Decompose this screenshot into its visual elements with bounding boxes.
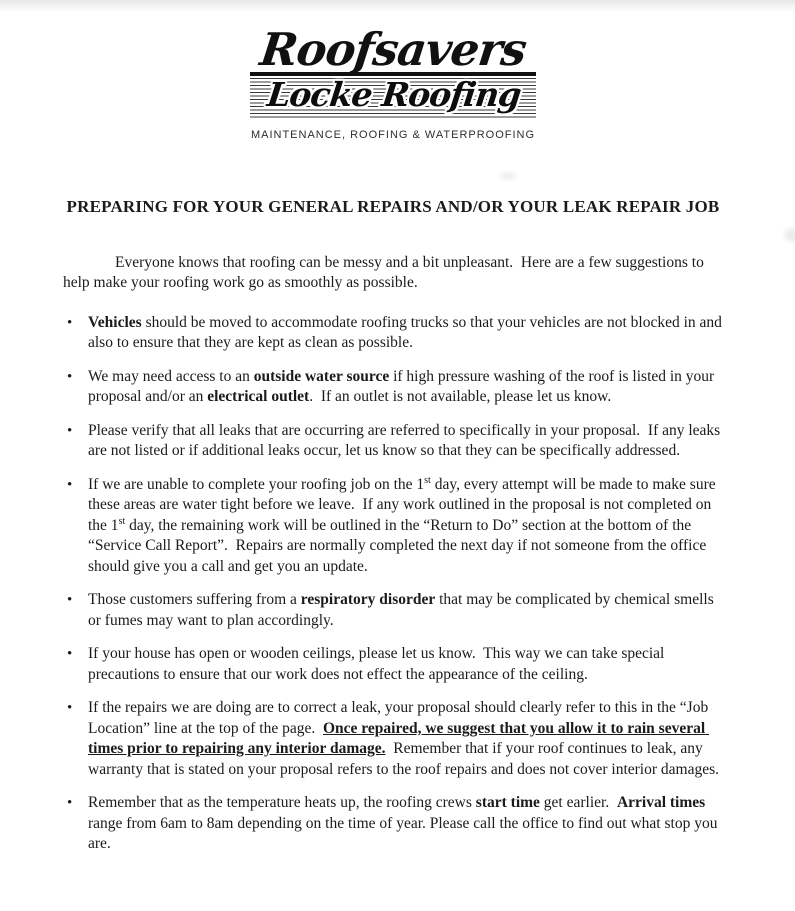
text-segment: If your house has open or wooden ceilings, please let us know. This way we can take special precautions to ensure that our work does not effect the appearance of the ceiling. <box>88 645 669 683</box>
text-segment: We may need access to an <box>88 367 254 385</box>
text-segment: outside water source <box>253 367 390 385</box>
intro-paragraph: Everyone knows that roofing can be messy and a bit unpleasant. Here are a few suggestions to help make your roofing work go as smoothly as possible. <box>63 253 708 292</box>
list-item <box>63 313 726 354</box>
text-segment: . If an outlet is not available, please let us know. <box>309 388 612 406</box>
text-segment: Please verify that all leaks that are occurring are referred to specifically in your proposal. If any leaks are not listed or if additional leaks occur, let us know so that they can be specifically addressed. <box>88 421 725 460</box>
text-segment: that may be complicated by chemical smells or fumes may want to plan accordingly. <box>88 591 718 629</box>
company-logo <box>250 23 536 141</box>
list-item <box>63 644 723 685</box>
text-segment: If we are unable to complete your roofing job on the 1 <box>88 475 425 493</box>
logo-script-name: Roofsavers <box>257 23 529 76</box>
text-segment: Vehicles <box>88 313 142 331</box>
text-segment: Remember that as the temperature heats up, the roofing crews <box>88 794 476 812</box>
text-segment: respiratory disorder <box>300 591 436 609</box>
logo-pinstripes <box>250 75 536 120</box>
text-segment: st <box>118 515 126 527</box>
text-segment: if high pressure washing of the roof is listed in your proposal and/or an <box>88 367 719 406</box>
list-item <box>63 590 723 631</box>
text-segment: day, every attempt will be made to make sure these areas are water tight before we leave. If any work outlined in the proposal is not completed on the 1 <box>88 475 720 534</box>
text-segment: Arrival times <box>616 794 706 812</box>
bullet-list <box>63 313 726 855</box>
list-item <box>63 698 723 780</box>
list-item <box>63 421 723 462</box>
text-segment: Those customers suffering from a <box>88 591 301 609</box>
text-segment: get earlier. <box>539 794 617 812</box>
logo-script-subname: Locke Roofing <box>264 75 523 115</box>
text-segment: st <box>424 474 431 486</box>
list-item <box>63 475 723 578</box>
text-segment: Once repaired, we suggest that you allow it to rain several times prior to repairing any interior damage. <box>88 719 710 758</box>
text-segment: If the repairs we are doing are to correct a leak, your proposal should clearly refer to this in the “Job Location” line at the top of the page. <box>88 699 713 737</box>
list-item <box>63 367 723 408</box>
text-segment: day, the remaining work will be outlined in the “Return to Do” section at the bottom of the “Service Call Report”. Repairs are normally completed the next day if not someone from the office should give you a call and get you an update. <box>88 516 711 575</box>
text-segment: Remember that if your roof continues to leak, any warranty that is stated on your proposal refers to the roof repairs and does not cover interior damages. <box>88 740 719 778</box>
page-title: PREPARING FOR YOUR GENERAL REPAIRS AND/OR YOUR LEAK REPAIR JOB <box>66 196 720 216</box>
logo-tagline: MAINTENANCE, ROOFING & WATERPROOFING <box>250 128 536 141</box>
text-segment: range from 6am to 8am depending on the time of year. Please call the office to find out what stop you are. <box>88 794 722 853</box>
text-segment: should be moved to accommodate roofing trucks so that your vehicles are not blocked in and also to ensure that they are kept as clean as possible. <box>88 313 726 352</box>
text-segment: start time <box>475 794 540 812</box>
text-segment: electrical outlet <box>207 388 310 406</box>
list-item <box>63 793 723 855</box>
